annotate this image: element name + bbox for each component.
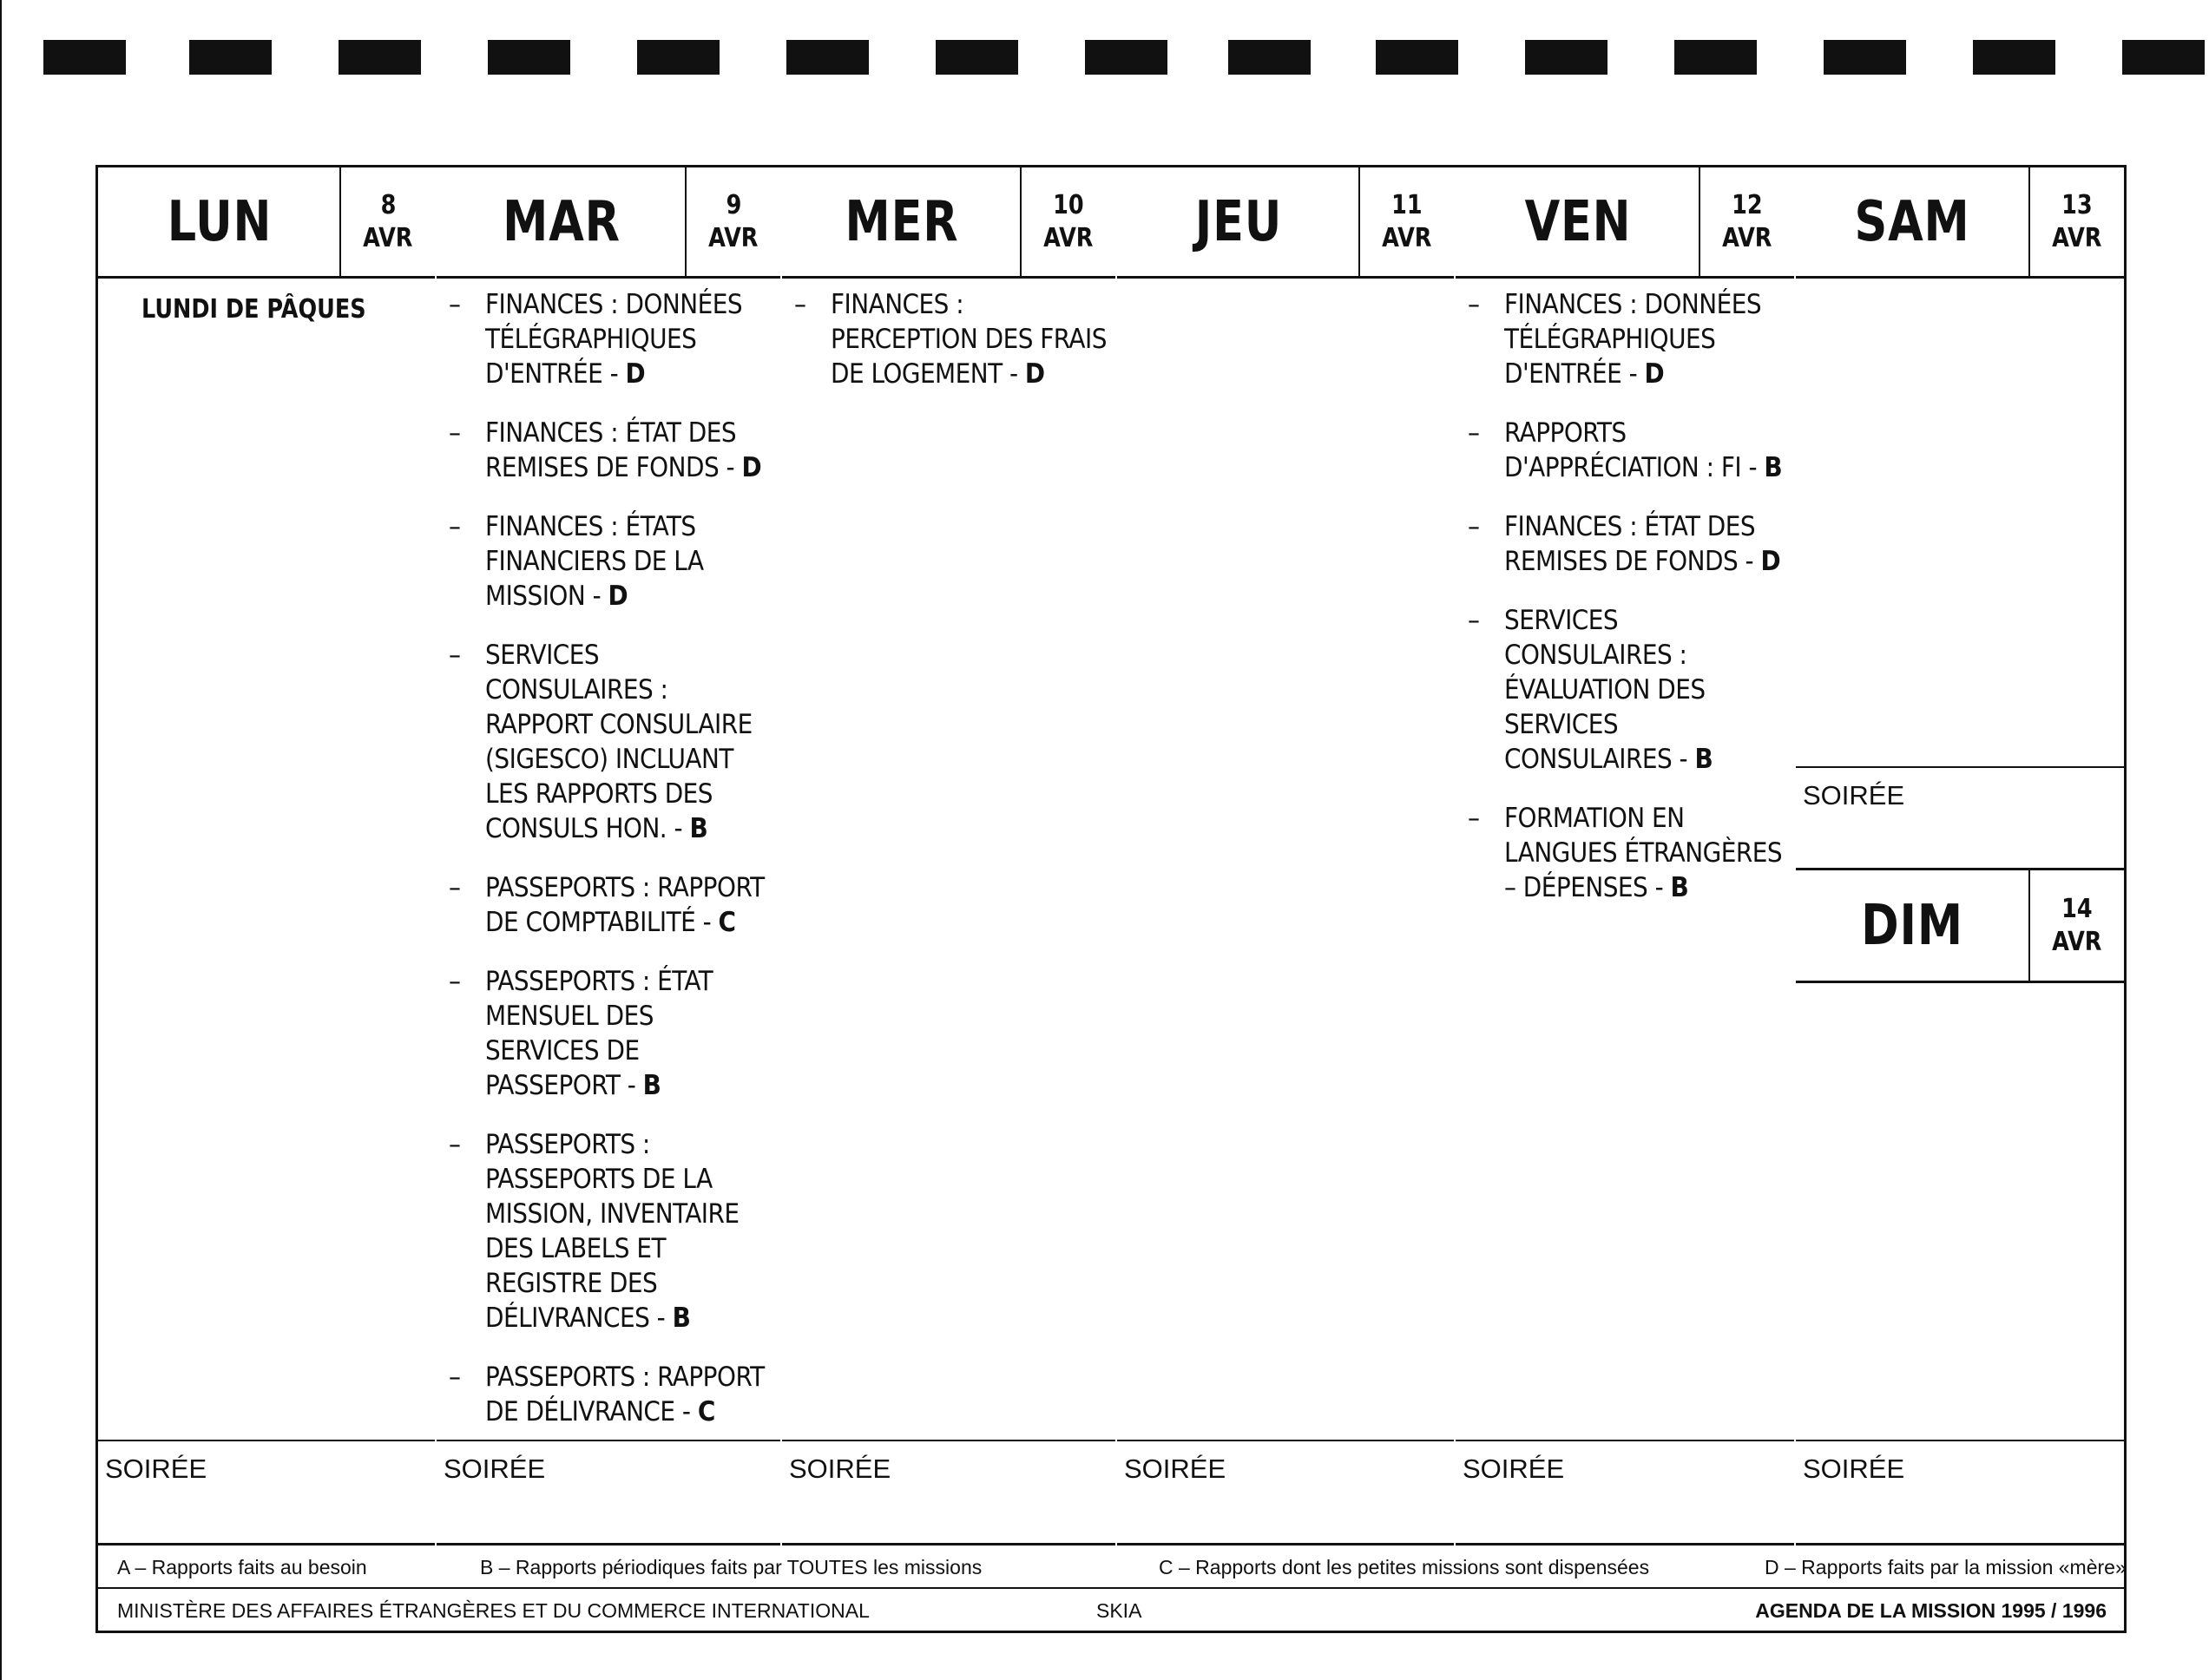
day-month: AVR xyxy=(1043,222,1094,253)
dash-bullet: – xyxy=(1468,605,1480,636)
report-entry xyxy=(445,416,772,485)
day-name: VEN xyxy=(1524,189,1632,254)
day-number: 13 xyxy=(2061,189,2093,220)
report-entry-text: SERVICES CONSULAIRES : RAPPORT CONSULAIRE (SIGESCO) INCLUANT LES RAPPORTS DES CONSULS HON. - xyxy=(485,640,753,844)
report-entry xyxy=(445,1127,772,1335)
evening-label: SOIRÉE xyxy=(1803,1454,1905,1484)
weekly-agenda-sheet xyxy=(95,165,2127,1633)
report-list xyxy=(1464,287,1785,905)
footer-ministry: MINISTÈRE DES AFFAIRES ÉTRANGÈRES ET DU COMMERCE INTERNATIONAL xyxy=(117,1599,870,1622)
day-body[interactable] xyxy=(782,279,1115,1441)
day-number: 8 xyxy=(380,189,396,220)
day-header xyxy=(437,167,780,279)
dash-bullet: – xyxy=(449,289,461,320)
evening-box[interactable] xyxy=(782,1441,1115,1545)
day-header xyxy=(782,167,1115,279)
day-month: AVR xyxy=(1382,222,1432,253)
report-entry xyxy=(445,287,772,391)
day-date xyxy=(685,167,780,276)
day-month: AVR xyxy=(708,222,759,253)
day-name: JEU xyxy=(1194,189,1283,254)
evening-label: SOIRÉE xyxy=(444,1454,546,1484)
report-entry-text: PASSEPORTS : PASSEPORTS DE LA MISSION, INVENTAIRE DES LABELS ET REGISTRE DES DÉLIVRANCES - xyxy=(485,1129,740,1334)
report-entry-text: FINANCES : ÉTATS FINANCIERS DE LA MISSION - xyxy=(485,511,704,612)
day-date xyxy=(339,167,435,276)
report-code: C xyxy=(697,1396,715,1427)
report-entry-text: FINANCES : ÉTAT DES REMISES DE FONDS - xyxy=(485,417,737,483)
day-month: AVR xyxy=(2052,222,2102,253)
report-entry xyxy=(1464,287,1785,391)
day-number: 14 xyxy=(2061,893,2093,924)
dash-bullet: – xyxy=(449,966,461,997)
dash-bullet: – xyxy=(449,511,461,542)
day-month: AVR xyxy=(2052,926,2102,957)
evening-label: SOIRÉE xyxy=(789,1454,891,1484)
report-code: B xyxy=(1670,872,1689,903)
report-entry xyxy=(445,638,772,846)
dash-bullet: – xyxy=(794,289,806,320)
legend-b: B – Rapports périodiques faits par TOUTES les missions xyxy=(480,1556,983,1578)
report-entry xyxy=(1464,509,1785,579)
day-header xyxy=(1456,167,1794,279)
day-number: 11 xyxy=(1391,189,1423,220)
report-entry-text: PASSEPORTS : RAPPORT DE DÉLIVRANCE - xyxy=(485,1362,765,1427)
dash-bullet: – xyxy=(449,1129,461,1160)
evening-box[interactable] xyxy=(437,1441,780,1545)
day-name: LUN xyxy=(167,189,273,254)
day-header xyxy=(1117,167,1454,279)
dash-bullet: – xyxy=(1468,417,1480,449)
day-body[interactable] xyxy=(1117,279,1454,1441)
report-code: B xyxy=(689,813,708,844)
day-name: SAM xyxy=(1854,189,1970,254)
day-header-dim xyxy=(1796,870,2124,983)
footer-row xyxy=(98,1589,2124,1631)
report-entry xyxy=(1464,603,1785,777)
day-date xyxy=(1358,167,1454,276)
report-code: D xyxy=(1024,358,1045,390)
day-date xyxy=(2028,870,2124,981)
holiday-label: LUNDI DE PÂQUES xyxy=(141,294,366,325)
day-name: MAR xyxy=(503,189,621,254)
evening-box-dim[interactable] xyxy=(1796,1441,2124,1545)
report-entry-text: RAPPORTS D'APPRÉCIATION : FI - xyxy=(1504,417,1758,483)
report-entry-text: FINANCES : DONNÉES TÉLÉGRAPHIQUES D'ENTRÉE - xyxy=(485,289,743,390)
day-body[interactable] xyxy=(437,279,780,1441)
report-code: C xyxy=(718,907,736,938)
report-code: B xyxy=(642,1070,661,1101)
report-entry-text: FINANCES : ÉTAT DES REMISES DE FONDS - xyxy=(1504,511,1756,577)
report-code: B xyxy=(1764,452,1783,483)
report-code: D xyxy=(741,452,762,483)
day-date xyxy=(1699,167,1794,276)
report-entry-text: PASSEPORTS : RAPPORT DE COMPTABILITÉ - xyxy=(485,872,765,938)
day-number: 10 xyxy=(1053,189,1084,220)
legend-a: A – Rapports faits au besoin xyxy=(117,1556,367,1578)
evening-label: SOIRÉE xyxy=(1803,780,1905,810)
legend-row xyxy=(98,1545,2127,1589)
dash-bullet: – xyxy=(449,640,461,671)
day-body[interactable] xyxy=(98,279,435,1441)
day-date xyxy=(1020,167,1115,276)
evening-label: SOIRÉE xyxy=(1124,1454,1226,1484)
report-entry xyxy=(445,509,772,614)
report-code: D xyxy=(625,358,646,390)
footer-code: SKIA xyxy=(1096,1599,1142,1622)
day-name: DIM xyxy=(1861,893,1963,958)
report-entry xyxy=(791,287,1107,391)
report-list xyxy=(445,287,772,1429)
report-code: D xyxy=(1644,358,1665,390)
day-number: 9 xyxy=(726,189,741,220)
evening-box[interactable] xyxy=(98,1441,435,1545)
dash-bullet: – xyxy=(449,872,461,903)
report-list xyxy=(791,287,1107,391)
page-left-edge xyxy=(0,0,2,1680)
report-entry xyxy=(445,870,772,940)
evening-label: SOIRÉE xyxy=(1463,1454,1565,1484)
report-code: D xyxy=(1760,546,1781,577)
day-body[interactable] xyxy=(1456,279,1794,1441)
dash-bullet: – xyxy=(449,417,461,449)
footer-agenda-title: AGENDA DE LA MISSION 1995 / 1996 xyxy=(1755,1599,2107,1622)
report-code: B xyxy=(672,1303,691,1334)
report-entry xyxy=(445,1360,772,1429)
evening-box[interactable] xyxy=(1117,1441,1454,1545)
report-code: D xyxy=(608,581,628,612)
report-entry-text: PASSEPORTS : ÉTAT MENSUEL DES SERVICES DE PASSEPORT - xyxy=(485,966,713,1101)
evening-box-sam[interactable] xyxy=(1796,766,2124,870)
report-entry-text: FINANCES : DONNÉES TÉLÉGRAPHIQUES D'ENTRÉE - xyxy=(1504,289,1762,390)
report-entry-text: FORMATION EN LANGUES ÉTRANGÈRES – DÉPENSES - xyxy=(1504,803,1783,903)
day-header xyxy=(98,167,435,279)
report-entry-text: SERVICES CONSULAIRES : ÉVALUATION DES SERVICES CONSULAIRES - xyxy=(1504,605,1706,775)
day-header-sam xyxy=(1796,167,2124,279)
dash-bullet: – xyxy=(449,1362,461,1393)
evening-label: SOIRÉE xyxy=(105,1454,207,1484)
legend-c: C – Rapports dont les petites missions sont dispensées xyxy=(1159,1556,1650,1578)
legend-d: D – Rapports faits par la mission «mère» xyxy=(1765,1556,2127,1578)
dash-bullet: – xyxy=(1468,803,1480,834)
day-month: AVR xyxy=(1722,222,1772,253)
day-body-sam[interactable] xyxy=(1796,279,2124,766)
day-month: AVR xyxy=(363,222,413,253)
report-entry-text: FINANCES : PERCEPTION DES FRAIS DE LOGEMENT - xyxy=(831,289,1107,390)
day-number: 12 xyxy=(1732,189,1763,220)
day-body-dim[interactable] xyxy=(1796,983,2124,1441)
day-name: MER xyxy=(845,189,959,254)
evening-box[interactable] xyxy=(1456,1441,1794,1545)
dash-bullet: – xyxy=(1468,289,1480,320)
report-code: B xyxy=(1694,744,1713,775)
dash-bullet: – xyxy=(1468,511,1480,542)
report-entry xyxy=(445,964,772,1103)
day-date xyxy=(2028,167,2124,276)
report-entry xyxy=(1464,801,1785,905)
report-entry xyxy=(1464,416,1785,485)
